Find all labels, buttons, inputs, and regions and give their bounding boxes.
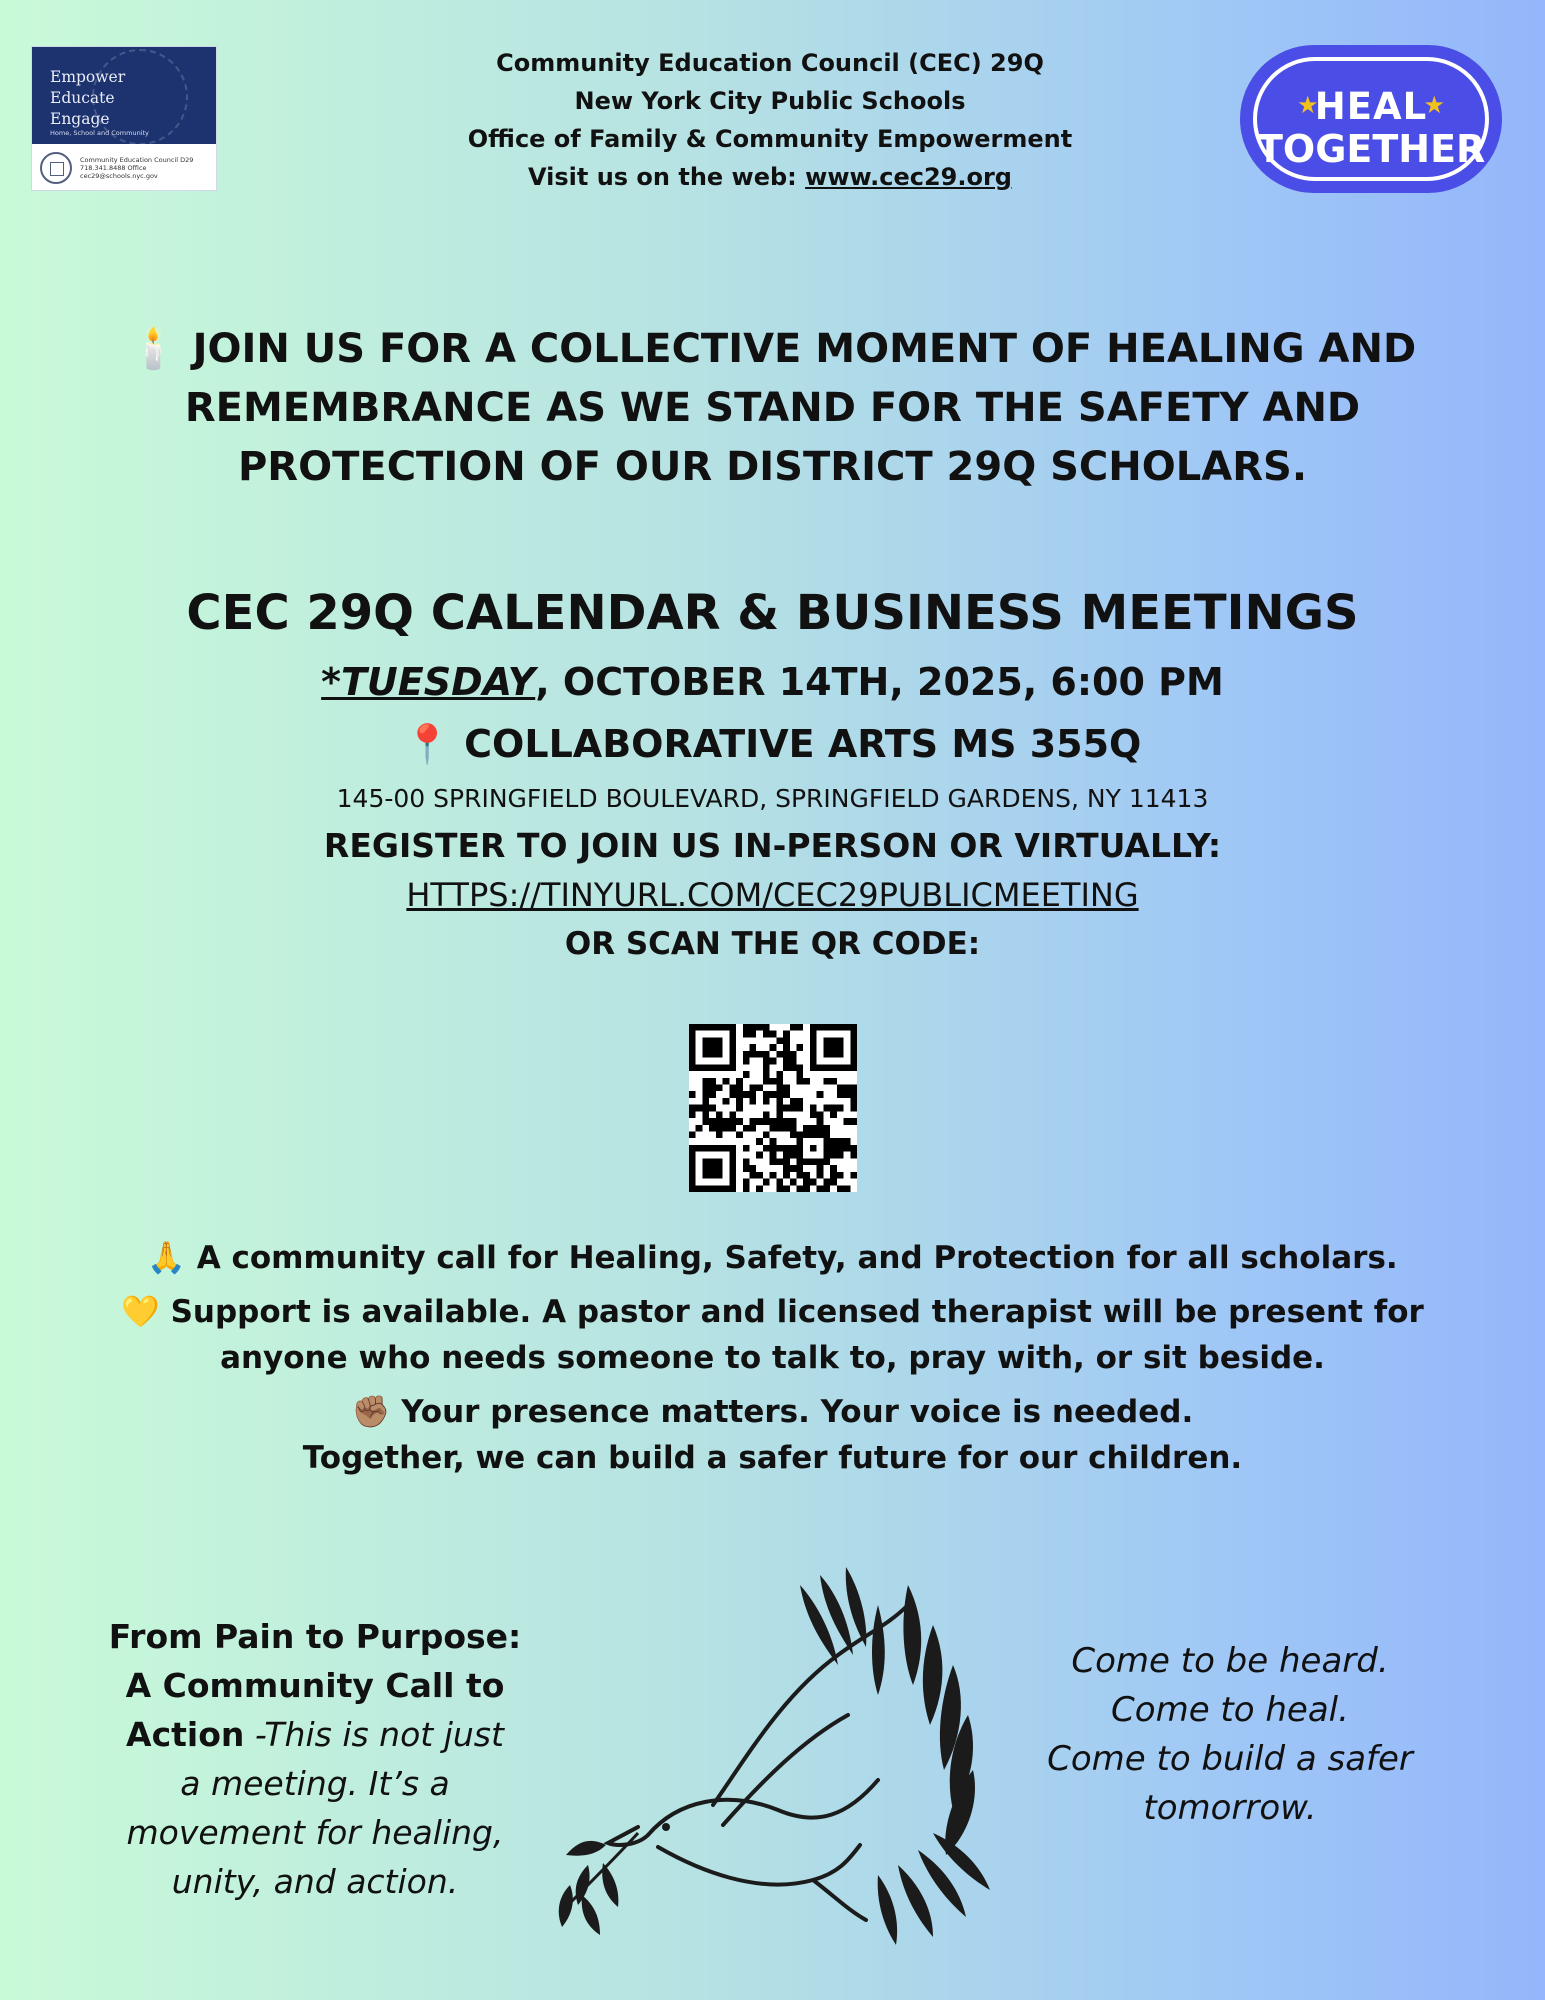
register-heading: REGISTER TO JOIN US IN-PERSON OR VIRTUALLY: [323,826,1222,865]
intro-line-1: JOIN US FOR A COLLECTIVE MOMENT OF HEALING AND [192,326,1417,372]
qr-code[interactable] [689,1024,857,1192]
venue-address: 145-00 SPRINGFIELD BOULEVARD, SPRINGFIELD GARDENS, NY 11413 [336,784,1209,813]
meeting-venue [100,722,1445,767]
meeting-date [100,660,1445,704]
community-messages [100,1235,1445,1481]
logo-word-empower: Empower [50,68,126,86]
seal-icon [40,152,72,184]
logo-council-name: Community Education Council D29 [80,156,194,164]
star-icon: ★ [1297,91,1319,119]
intro-line-2: REMEMBRANCE AS WE STAND FOR THE SAFETY AND [184,385,1361,431]
right-quote-line-3: Come to build a safer [1047,1739,1413,1779]
org-office: Office of Family & Community Empowerment [467,125,1073,153]
intro-statement [100,320,1445,497]
meeting-day: *TUESDAY [321,660,536,704]
message-support-line-2: anyone who needs someone to talk to, pray with, or sit beside. [220,1340,1325,1376]
candle-icon: 🕯️ [128,326,179,372]
praying-hands-icon: 🙏 [147,1240,186,1276]
star-icon: ★ [1423,91,1445,119]
heal-together-logo [1240,45,1502,193]
right-quote-line-2: Come to heal. [1111,1690,1349,1730]
right-quote-line-4: tomorrow. [1143,1788,1317,1828]
quote-bold-line-2: A Community Call to [125,1666,505,1705]
message-healing: 🙏 A community call for Healing, Safety, and Protection for all scholars. [147,1240,1398,1276]
web-link[interactable]: www.cec29.org [805,163,1012,191]
pin-icon: 📍 [403,722,451,766]
pain-to-purpose-quote [95,1612,535,1906]
quote-bold-word: Action [126,1715,245,1754]
logo-email: cec29@schools.nyc.gov [80,172,158,180]
cec-logo [31,46,217,191]
intro-line-3: PROTECTION OF OUR DISTRICT 29Q SCHOLARS. [237,444,1308,490]
quote-bold-line-1: From Pain to Purpose: [108,1617,522,1656]
quote-italic-1: -This is not just [244,1715,504,1754]
register-link[interactable]: HTTPS://TINYURL.COM/CEC29PUBLICMEETING [406,876,1139,914]
venue-name: COLLABORATIVE ARTS MS 355Q [464,722,1142,766]
meeting-date-rest: , OCTOBER 14TH, 2025, 6:00 PM [535,660,1224,704]
right-quote-line-1: Come to be heard. [1071,1641,1389,1681]
scan-qr-text: OR SCAN THE QR CODE: [564,926,981,962]
quote-italic-3: movement for healing, [126,1813,504,1852]
org-header [420,44,1120,196]
web-prefix: Visit us on the web: [527,163,806,191]
logo-subtitle: Home, School and Community [50,129,149,137]
dove-icon [548,1565,998,1955]
yellow-heart-icon: 💛 [121,1294,160,1330]
org-council: Community Education Council (CEC) 29Q [496,49,1044,77]
logo-word-heal: HEAL [1314,85,1428,128]
meeting-title: CEC 29Q CALENDAR & BUSINESS MEETINGS [186,585,1359,641]
logo-phone: 718.341.8488 Office [80,164,147,172]
logo-word-educate: Educate [50,89,115,107]
message-presence: ✊🏽 Your presence matters. Your voice is needed. [351,1394,1194,1430]
logo-word-engage: Engage [50,110,110,128]
quote-italic-2: a meeting. It’s a [180,1764,450,1803]
logo-word-together: TOGETHER [1257,127,1486,171]
raised-fist-icon: ✊🏽 [351,1394,391,1430]
message-support: 💛 Support is available. A pastor and licensed therapist will be present for [121,1294,1424,1330]
come-to-be-heard-quote [1000,1637,1460,1833]
message-presence-line-2: Together, we can build a safer future for our children. [302,1440,1243,1476]
org-web-line [420,158,1120,196]
quote-italic-4: unity, and action. [171,1862,459,1901]
org-schools: New York City Public Schools [574,87,966,115]
